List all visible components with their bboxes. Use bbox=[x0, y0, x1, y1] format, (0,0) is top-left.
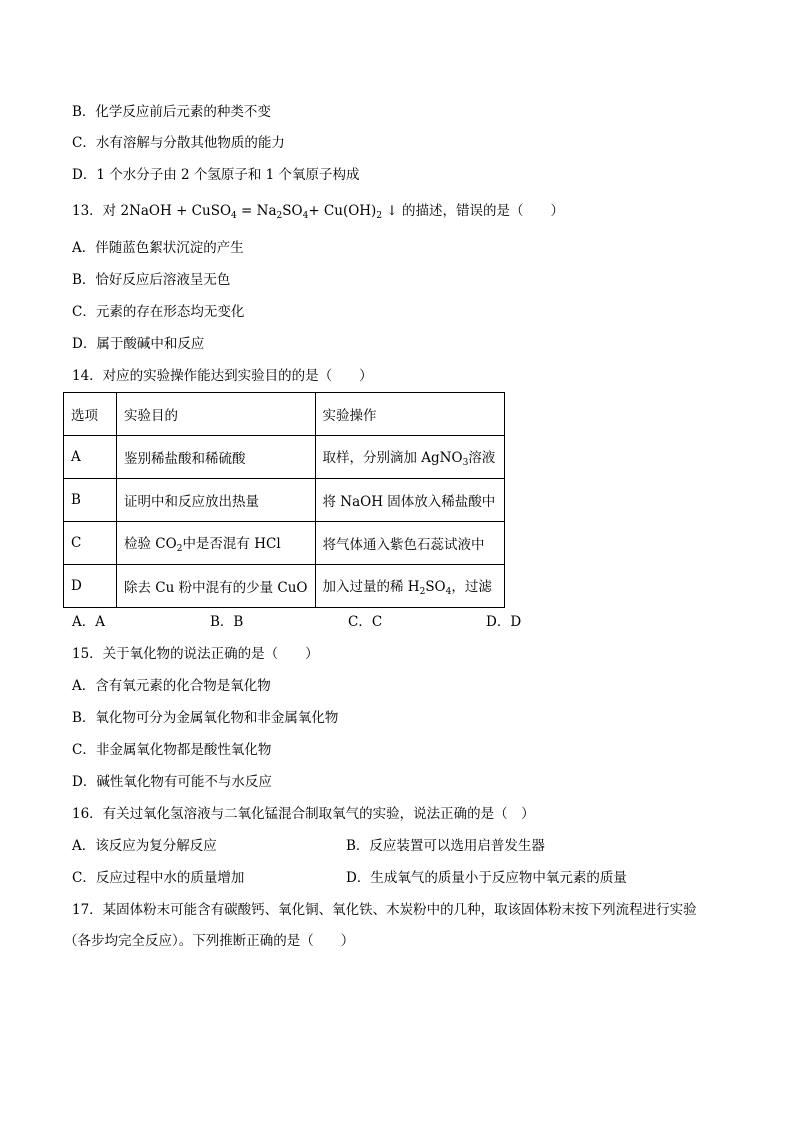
q14-answer-d: D．D bbox=[486, 614, 522, 630]
header-option: 选项 bbox=[64, 393, 117, 436]
q15-stem: 15．关于氧化物的说法正确的是（ ） bbox=[72, 646, 319, 662]
header-operation: 实验操作 bbox=[315, 393, 504, 436]
q17-stem-line-2: （各步均完全反应）。下列推断正确的是（ ） bbox=[64, 933, 355, 949]
q14-stem: 14．对应的实验操作能达到实验目的的是（ ） bbox=[72, 368, 373, 384]
q15-option-a: A．含有氧元素的化合物是氧化物 bbox=[72, 678, 271, 694]
row-operation: 取样，分别滴加 AgNO$_3$溶液 bbox=[315, 436, 504, 479]
header-goal: 实验目的 bbox=[117, 393, 316, 436]
q14-answer-b: B．B bbox=[210, 614, 244, 630]
row-option: D bbox=[64, 565, 117, 608]
q14-answer-a: A．A bbox=[72, 614, 105, 630]
table-row bbox=[64, 522, 505, 565]
q15-option-b: B．氧化物可分为金属氧化物和非金属氧化物 bbox=[72, 710, 339, 726]
row-option: B bbox=[64, 479, 117, 522]
q13-option-a: A．伴随蓝色絮状沉淀的产生 bbox=[72, 240, 244, 256]
q16-option-c: C．反应过程中水的质量增加 bbox=[72, 870, 245, 886]
q13-stem: 13．对 2NaOH + CuSO$_4$ = $Na_2SO_4+ Cu(OH)_2$ ↓ 的描述，错误的是（ ） bbox=[72, 203, 564, 221]
q13-option-c: C．元素的存在形态均无变化 bbox=[72, 304, 245, 320]
q12-option-b: B．化学反应前后元素的种类不变 bbox=[72, 104, 271, 120]
q16-option-b: B．反应装置可以选用启普发生器 bbox=[346, 838, 545, 854]
q16-option-d: D．生成氧气的质量小于反应物中氧元素的质量 bbox=[346, 870, 627, 886]
row-goal: 除去 Cu 粉中混有的少量 CuO bbox=[117, 565, 316, 608]
q16-stem: 16．有关过氧化氢溶液与二氧化锰混合制取氧气的实验，说法正确的是（ ） bbox=[72, 806, 535, 822]
row-goal: 鉴别稀盐酸和稀硫酸 bbox=[117, 436, 316, 479]
table-row bbox=[64, 479, 505, 522]
q13-option-d: D．属于酸碱中和反应 bbox=[72, 336, 205, 352]
row-goal: 检验 $CO_2$中是否混有 HCl bbox=[117, 522, 316, 565]
q14-answer-c: C．C bbox=[348, 614, 383, 630]
row-option: A bbox=[64, 436, 117, 479]
q13-option-b: B．恰好反应后溶液呈无色 bbox=[72, 272, 231, 288]
q15-option-c: C．非金属氧化物都是酸性氧化物 bbox=[72, 742, 272, 758]
q14-experiment-table bbox=[63, 392, 505, 608]
row-operation: 加入过量的稀 $H_2SO_4$，过滤 bbox=[315, 565, 504, 608]
table-row bbox=[64, 565, 505, 608]
row-option: C bbox=[64, 522, 117, 565]
table-header-row bbox=[64, 393, 505, 436]
q12-option-c: C．水有溶解与分散其他物质的能力 bbox=[72, 135, 285, 151]
q17-stem-line-1: 17．某固体粉末可能含有碳酸钙、氧化铜、氧化铁、木炭粉中的几种，取该固体粉末按下列流程进行实验 bbox=[72, 902, 697, 918]
row-operation: 将气体通入紫色石蕊试液中 bbox=[315, 522, 504, 565]
row-operation: 将 NaOH 固体放入稀盐酸中 bbox=[315, 479, 504, 522]
q16-option-a: A．该反应为复分解反应 bbox=[72, 838, 217, 854]
q15-option-d: D．碱性氧化物有可能不与水反应 bbox=[72, 774, 272, 790]
row-goal: 证明中和反应放出热量 bbox=[117, 479, 316, 522]
q12-option-d: D．1 个水分子由 2 个氢原子和 1 个氧原子构成 bbox=[72, 167, 360, 183]
table-row bbox=[64, 436, 505, 479]
